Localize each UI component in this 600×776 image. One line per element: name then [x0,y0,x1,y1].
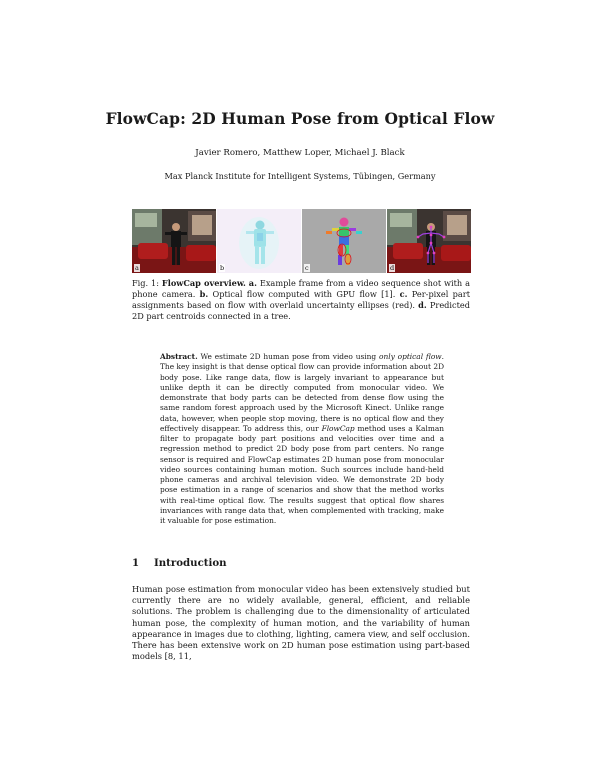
panel-label: a [135,264,139,272]
section-number: 1 [132,557,140,569]
abstract-text: We estimate 2D human pose from video using [197,352,380,361]
caption-b-text: Optical flow computed with GPU flow [1]. [208,289,400,299]
abstract [160,352,444,526]
abstract-text: . The key insight is that dense optical flow can provide information about 2D body pose. Like range data, flow is largely invariant to appearance but unlike depth it can be directly computed from monocular video. We demonstrate that body parts can be detected from dense flow using the same random forest approach used by the Microsoft Kinect. Unlike range data, however, when people stop moving, there is no optical flow and they effectively disappear. To address this, our [160,352,444,433]
panel-label: c [305,264,309,272]
panel-label: d [390,264,395,272]
abstract-emphasis: FlowCap [321,423,355,433]
caption-c-label: c. [399,289,408,299]
panel-label: b [220,264,225,272]
figure-panel-c [302,209,386,273]
abstract-emphasis: only optical flow [379,352,442,361]
authors: Javier Romero, Matthew Loper, Michael J. Black [195,148,405,158]
part-assignment-image [302,209,386,273]
abstract-heading: Abstract. [160,352,198,361]
photo-frame-image [132,209,216,273]
figure-panel-a [132,209,216,273]
caption-c-text: Per-pixel part assignments based on flow with overlaid uncertainty ellipses (red). [132,289,470,310]
predicted-pose-image [387,209,471,273]
caption-title: FlowCap overview. [161,278,246,288]
figure-1 [132,209,470,273]
figure-panel-b [217,209,301,273]
section-title: Introduction [154,557,227,569]
affiliation: Max Planck Institute for Intelligent Systems, Tübingen, Germany [164,171,436,181]
optical-flow-image [217,209,301,273]
abstract-text: method uses a Kalman filter to propagate body part positions and velocities over time and a regression method to predict 2D body pose from part centers. No range sensor is required and FlowCap estimates 2D human pose from monocular video sources containing human motion. Such sources include hand-held phone cameras and archival television video. We demonstrate 2D body pose estimation in a range of scenarios and show that the method works with real-time optical flow. The results suggest that optical flow shares invariances with range data that, when complemented with tracking, make it valuable for pose estimation. [160,423,445,525]
figure-panel-d [387,209,471,273]
caption-d-text: Predicted 2D part centroids connected in a tree. [132,300,470,321]
caption-a-label: a. [248,278,257,288]
caption-d-label: d. [418,300,427,310]
caption-prefix: Fig. 1: [132,278,162,288]
caption-b-label: b. [199,289,209,299]
paper-title: FlowCap: 2D Human Pose from Optical Flow [105,109,495,128]
figure-caption [132,278,470,322]
caption-a-text: Example frame from a video sequence shot with a phone camera. [132,278,470,299]
body-paragraph: Human pose estimation from monocular video has been extensively studied but currently there are no widely available, general, efficient, and reliable solutions. The problem is challenging due to the dimensionality of articulated human pose, the complexity of human motion, and the variability of human appearance in images due to clothing, lighting, camera view, and self occlusion. There has been extensive work on 2D human pose estimation using part-based models [8, 11, [132,584,470,662]
section-heading [132,557,227,569]
